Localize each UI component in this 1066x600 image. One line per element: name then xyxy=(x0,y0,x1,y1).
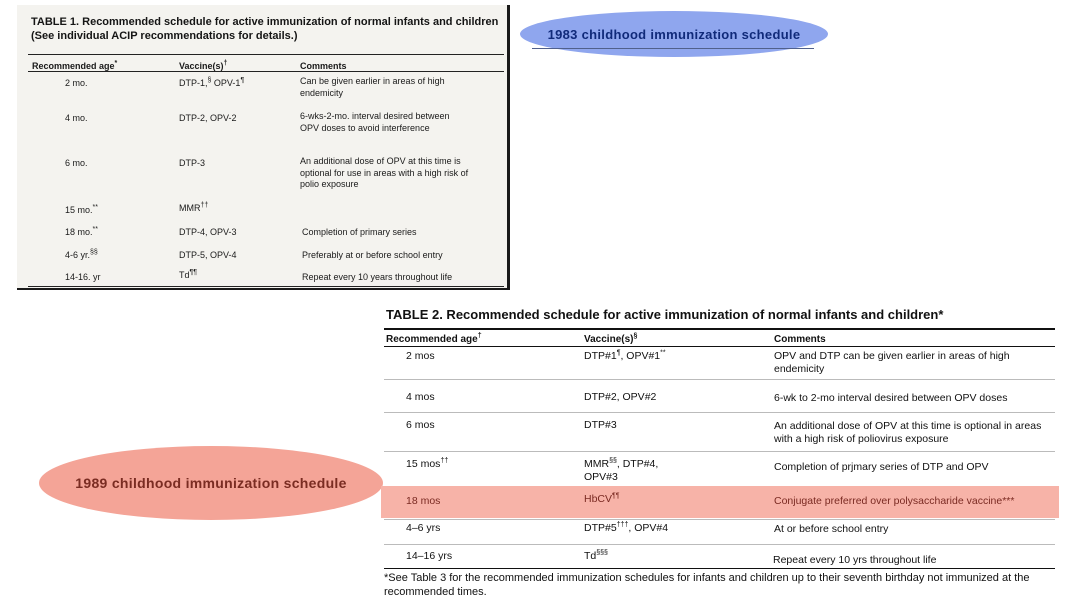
table1-header-rule xyxy=(28,71,504,72)
table2-header-rule xyxy=(384,346,1055,347)
table2-age-cell: 18 mos xyxy=(406,495,441,507)
table2-comment-cell: An additional dose of OPV at this time is optional in areas with a high risk of poliovirus exposure xyxy=(774,420,1042,445)
table2-row-divider xyxy=(384,519,1055,520)
table2-footnote: *See Table 3 for the recommended immunization schedules for infants and children up to their seventh birthday not immunized at the recommended times. xyxy=(384,572,1030,598)
table1-vaccine-cell: DTP-3 xyxy=(179,158,206,168)
table1-header-age: Recommended age* xyxy=(32,60,118,71)
table1-age-cell: 15 mo.** xyxy=(65,204,98,215)
table1-vaccine-cell: DTP-1,§ OPV-1¶ xyxy=(179,77,245,88)
table1-vaccine-cell: MMR†† xyxy=(179,202,209,213)
table1-vaccine-cell: DTP-5, OPV-4 xyxy=(179,250,237,260)
table1-top-rule xyxy=(28,54,504,55)
table2-row-divider xyxy=(384,412,1055,413)
label-1983-oval: 1983 childhood immunization schedule xyxy=(520,11,828,57)
table-1983 xyxy=(17,5,510,290)
table2-vaccine-cell: DTP#1¶, OPV#1** xyxy=(584,349,666,362)
table2-header-age: Recommended age† xyxy=(386,332,482,345)
table1-header-comments: Comments xyxy=(300,61,347,71)
table2-comment-cell: Conjugate preferred over polysaccharide vaccine*** xyxy=(774,495,1015,507)
label-1989-oval: 1989 childhood immunization schedule xyxy=(39,446,383,520)
table2-row-divider xyxy=(384,451,1055,452)
table1-comment-cell: 6-wks-2-mo. interval desired between OPV doses to avoid interference xyxy=(300,111,450,133)
table2-header-comments: Comments xyxy=(774,334,826,345)
table1-age-cell: 18 mo.** xyxy=(65,226,98,237)
table1-comment-cell: Repeat every 10 years throughout life xyxy=(302,272,453,282)
table2-vaccine-cell: Td§§§ xyxy=(584,549,608,562)
table2-comment-cell: Completion of prjmary series of DTP and OPV xyxy=(774,461,989,473)
table2-comment-cell: 6-wk to 2-mo interval desired between OPV doses xyxy=(774,392,1008,404)
table2-row-divider xyxy=(384,379,1055,380)
table1-header-vaccine: Vaccine(s)† xyxy=(179,60,228,71)
table1-age-cell: 6 mo. xyxy=(65,158,88,168)
table2-age-cell: 15 mos†† xyxy=(406,457,449,470)
table2-vaccine-cell: DTP#5†††, OPV#4 xyxy=(584,521,669,534)
table1-vaccine-cell: DTP-4, OPV-3 xyxy=(179,227,237,237)
table2-vaccine-cell: MMR§§, DTP#4, OPV#3 xyxy=(584,457,659,483)
table2-comment-cell: At or before school entry xyxy=(774,523,889,535)
table2-comment-cell: OPV and DTP can be given earlier in areas of high endemicity xyxy=(774,350,1010,375)
table2-title: TABLE 2. Recommended schedule for active immunization of normal infants and children* xyxy=(386,307,944,322)
table1-age-cell: 2 mo. xyxy=(65,78,88,88)
table1-vaccine-cell: Td¶¶ xyxy=(179,269,198,280)
table2-vaccine-cell: DTP#2, OPV#2 xyxy=(584,391,657,403)
table2-age-cell: 6 mos xyxy=(406,419,435,431)
table1-age-cell: 14-16. yr xyxy=(65,272,101,282)
table1-age-cell: 4 mo. xyxy=(65,113,88,123)
table2-comment-cell: Repeat every 10 yrs throughout life xyxy=(773,554,937,566)
table1-comment-cell: Completion of primary series xyxy=(302,227,417,237)
table1-comment-cell: Can be given earlier in areas of high endemicity xyxy=(300,76,445,98)
label-1983-underline xyxy=(532,48,814,49)
table1-comment-cell: An additional dose of OPV at this time is optional for use in areas with a high risk of polio exposure xyxy=(300,156,469,189)
table1-bottom-rule xyxy=(28,286,504,287)
table2-vaccine-cell: HbCV¶¶ xyxy=(584,492,620,505)
table1-age-cell: 4-6 yr.§§ xyxy=(65,249,98,260)
table1-title: TABLE 1. Recommended schedule for active immunization of normal infants and children (See individual ACIP recommendations for details.) xyxy=(31,16,499,42)
table2-header-vaccine: Vaccine(s)§ xyxy=(584,332,638,345)
table2-vaccine-cell: DTP#3 xyxy=(584,419,617,431)
table2-row-divider xyxy=(384,544,1055,545)
table2-age-cell: 4–6 yrs xyxy=(406,522,441,534)
table1-comment-cell: Preferably at or before school entry xyxy=(302,250,443,260)
table2-bottom-rule xyxy=(384,568,1055,569)
table2-top-rule xyxy=(384,328,1055,330)
table2-age-cell: 2 mos xyxy=(406,350,435,362)
table2-age-cell: 14–16 yrs xyxy=(406,550,453,562)
table1-vaccine-cell: DTP-2, OPV-2 xyxy=(179,113,237,123)
table-1989 xyxy=(381,303,1066,600)
table2-age-cell: 4 mos xyxy=(406,391,435,403)
